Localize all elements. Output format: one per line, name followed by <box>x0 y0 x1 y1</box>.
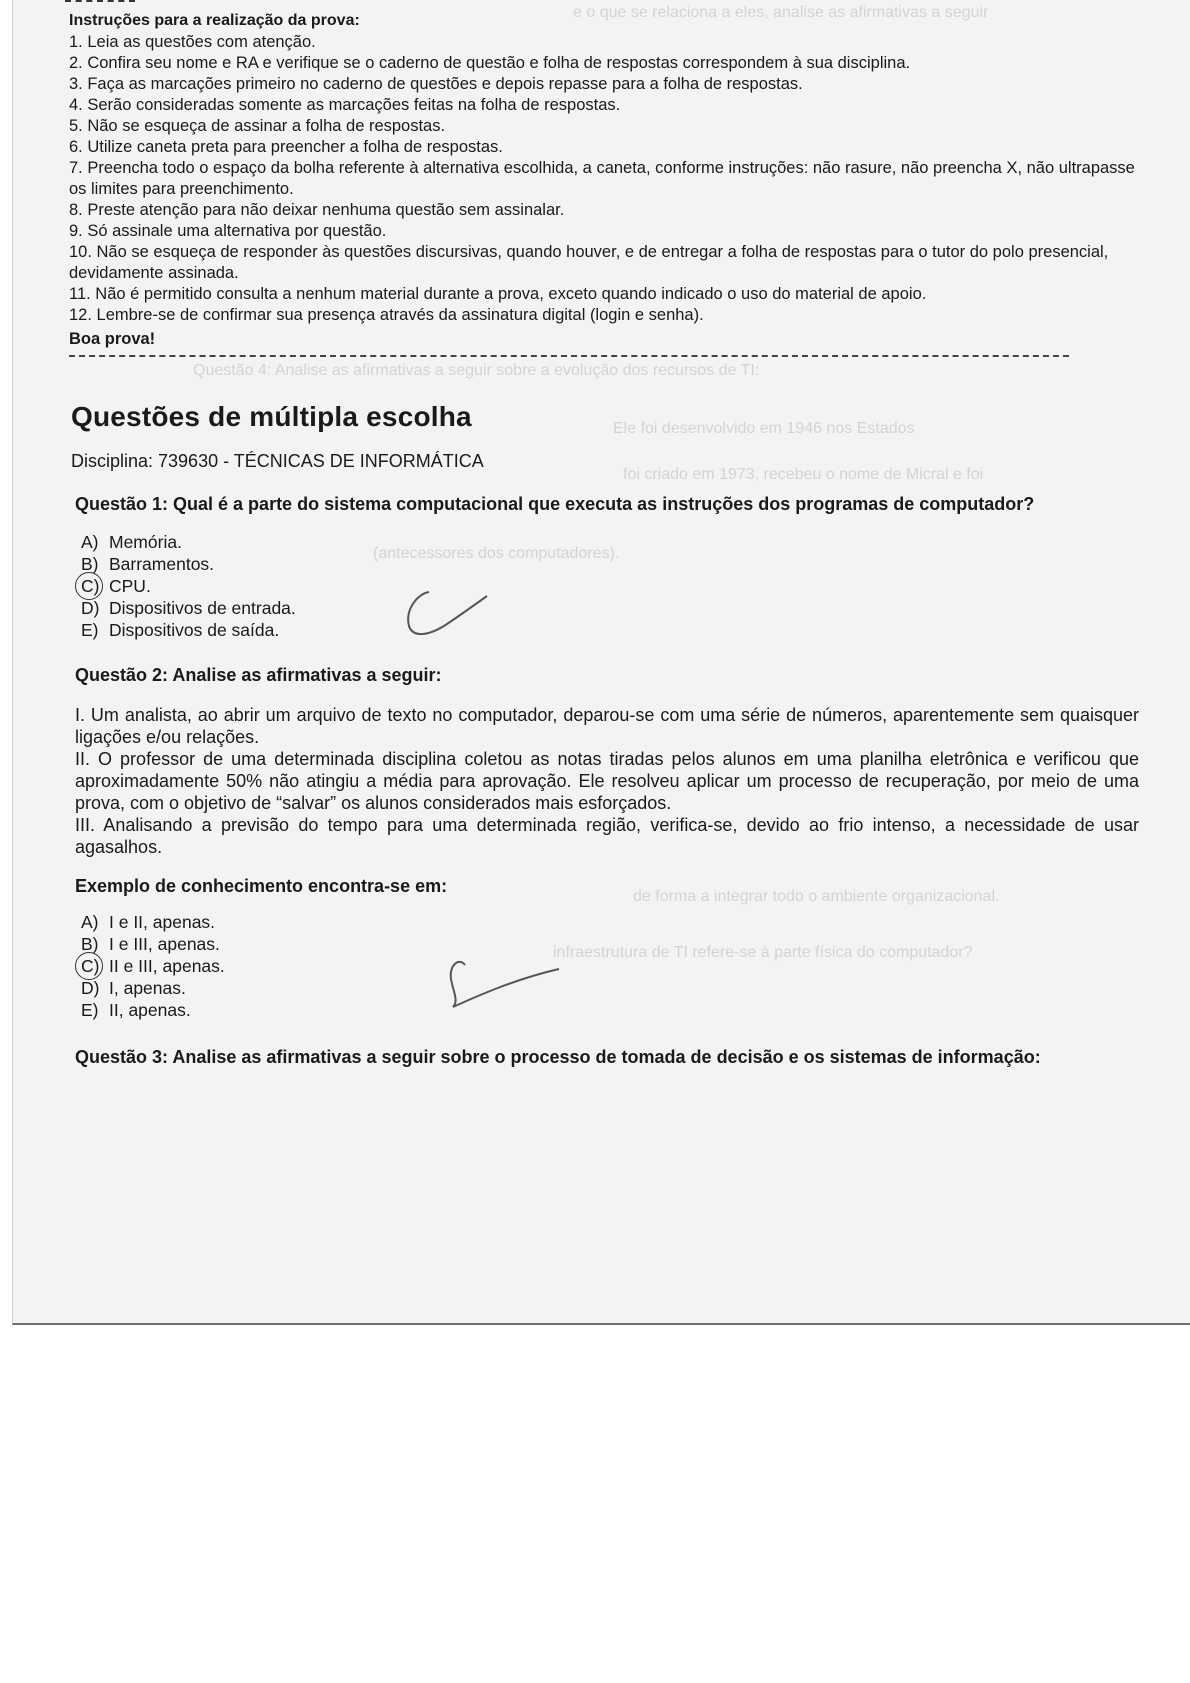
exam-content <box>69 6 1139 1070</box>
top-rule <box>65 0 135 2</box>
option-letter: D) <box>81 978 100 998</box>
question-2-options <box>81 911 1139 1021</box>
option-letter: C) <box>81 575 109 597</box>
option-text: I e III, apenas. <box>109 934 220 954</box>
statement-1: I. Um analista, ao abrir um arquivo de texto no computador, deparou-se com uma série de números, aparentemente sem quaisquer ligações e/ou relações. <box>75 705 1139 747</box>
instruction-item: 4. Serão consideradas somente as marcações feitas na folha de respostas. <box>69 96 621 114</box>
option-text: II e III, apenas. <box>109 956 225 976</box>
statement-3: III. Analisando a previsão do tempo para uma determinada região, verifica-se, devido ao frio intenso, a necessidade de usar agasalhos. <box>75 815 1139 857</box>
handwritten-c-mark <box>435 949 565 1019</box>
bleed-through-text: Ele foi desenvolvido em 1946 nos Estados <box>613 420 915 437</box>
option-letter: B) <box>81 554 99 574</box>
option-letter: B) <box>81 934 99 954</box>
instruction-item: 12. Lembre-se de confirmar sua presença através da assinatura digital (login e senha). <box>69 306 704 324</box>
statement-2: II. O professor de uma determinada disciplina coletou as notas tiradas pelos alunos em uma planilha eletrônica e verificou que aproximadamente 50% não atingiu a média para aprovação. Ele resolveu aplicar um processo de recuperação, por meio de uma prova, com o objetivo de “salvar” os alunos considerados mais esforçados. <box>75 749 1139 813</box>
question-1-options <box>81 531 1139 641</box>
question-1-title: Questão 1: Qual é a parte do sistema computacional que executa as instruções dos programas de computador? <box>75 494 1035 514</box>
question-3-title: Questão 3: Analise as afirmativas a seguir sobre o processo de tomada de decisão e os sistemas de informação: <box>75 1047 1041 1067</box>
option-e[interactable] <box>81 999 1139 1021</box>
option-c[interactable] <box>81 575 1139 597</box>
option-text: Dispositivos de saída. <box>109 620 280 640</box>
question-2-statements <box>75 704 1139 858</box>
question-3 <box>75 1045 1139 1070</box>
option-c[interactable] <box>81 955 1139 977</box>
question-2-title: Questão 2: Analise as afirmativas a seguir: <box>75 665 442 685</box>
bleed-through-text: e o que se relaciona a eles, analise as afirmativas a seguir <box>573 4 989 21</box>
bleed-through-text: foi criado em 1973, recebeu o nome de Micral e foi <box>623 466 984 483</box>
bleed-through-text: de forma a integrar todo o ambiente organizacional. <box>633 888 1000 905</box>
instruction-item: 7. Preencha todo o espaço da bolha referente à alternativa escolhida, a caneta, conforme instruções: não rasure, não preencha X, não ultrapasse os limites para preenchimento. <box>69 159 1135 198</box>
section-title: Questões de múltipla escolha <box>71 401 472 432</box>
option-d[interactable] <box>81 597 1139 619</box>
question-2 <box>75 663 1139 1021</box>
option-d[interactable] <box>81 977 1139 999</box>
option-letter: E) <box>81 620 99 640</box>
question-2-prompt: Exemplo de conhecimento encontra-se em: <box>75 876 448 896</box>
instruction-item: 3. Faça as marcações primeiro no caderno de questões e depois repasse para a folha de respostas. <box>69 75 803 93</box>
instructions-title: Instruções para a realização da prova: <box>69 12 360 29</box>
option-text: CPU. <box>109 576 151 596</box>
option-letter: D) <box>81 598 100 618</box>
answer-circle-mark <box>75 952 103 980</box>
bleed-through-text: infraestrutura de TI refere-se à parte física do computador? <box>553 944 973 961</box>
option-text: I, apenas. <box>109 978 186 998</box>
instruction-item: 6. Utilize caneta preta para preencher a folha de respostas. <box>69 138 503 156</box>
instructions-list <box>69 32 1139 326</box>
instruction-item: 10. Não se esqueça de responder às questões discursivas, quando houver, e de entregar a folha de respostas para o tutor do polo presencial, devidamente assinada. <box>69 243 1109 282</box>
option-text: I e II, apenas. <box>109 912 216 932</box>
option-text: Memória. <box>109 532 182 552</box>
instruction-item: 8. Preste atenção para não deixar nenhuma questão sem assinalar. <box>69 201 565 219</box>
option-a[interactable] <box>81 531 1139 553</box>
option-b[interactable] <box>81 553 1139 575</box>
exam-page <box>12 0 1190 1325</box>
option-letter: A) <box>81 912 99 932</box>
option-text: II, apenas. <box>109 1000 191 1020</box>
option-text: Dispositivos de entrada. <box>109 598 296 618</box>
option-letter: C) <box>81 955 109 977</box>
option-b[interactable] <box>81 933 1139 955</box>
option-letter: A) <box>81 532 99 552</box>
dashed-divider <box>69 355 1069 357</box>
option-e[interactable] <box>81 619 1139 641</box>
question-1 <box>75 492 1139 641</box>
instruction-item: 1. Leia as questões com atenção. <box>69 33 316 51</box>
option-a[interactable] <box>81 911 1139 933</box>
discipline-label: Disciplina: 739630 - TÉCNICAS DE INFORMÁTICA <box>71 451 484 471</box>
closing-text: Boa prova! <box>69 330 156 348</box>
instruction-item: 9. Só assinale uma alternativa por questão. <box>69 222 387 240</box>
instruction-item: 2. Confira seu nome e RA e verifique se o caderno de questão e folha de respostas correspondem à sua disciplina. <box>69 54 911 72</box>
bleed-through-text: Questão 4: Analise as afirmativas a seguir sobre a evolução dos recursos de TI: <box>193 362 760 379</box>
bleed-through-text: (antecessores dos computadores). <box>373 545 620 562</box>
option-letter: E) <box>81 1000 99 1020</box>
instruction-item: 11. Não é permitido consulta a nenhum material durante a prova, exceto quando indicado o uso do material de apoio. <box>69 285 927 303</box>
option-text: Barramentos. <box>109 554 215 574</box>
answer-circle-mark <box>75 572 103 600</box>
handwritten-c-mark <box>395 578 495 648</box>
instruction-item: 5. Não se esqueça de assinar a folha de respostas. <box>69 117 446 135</box>
